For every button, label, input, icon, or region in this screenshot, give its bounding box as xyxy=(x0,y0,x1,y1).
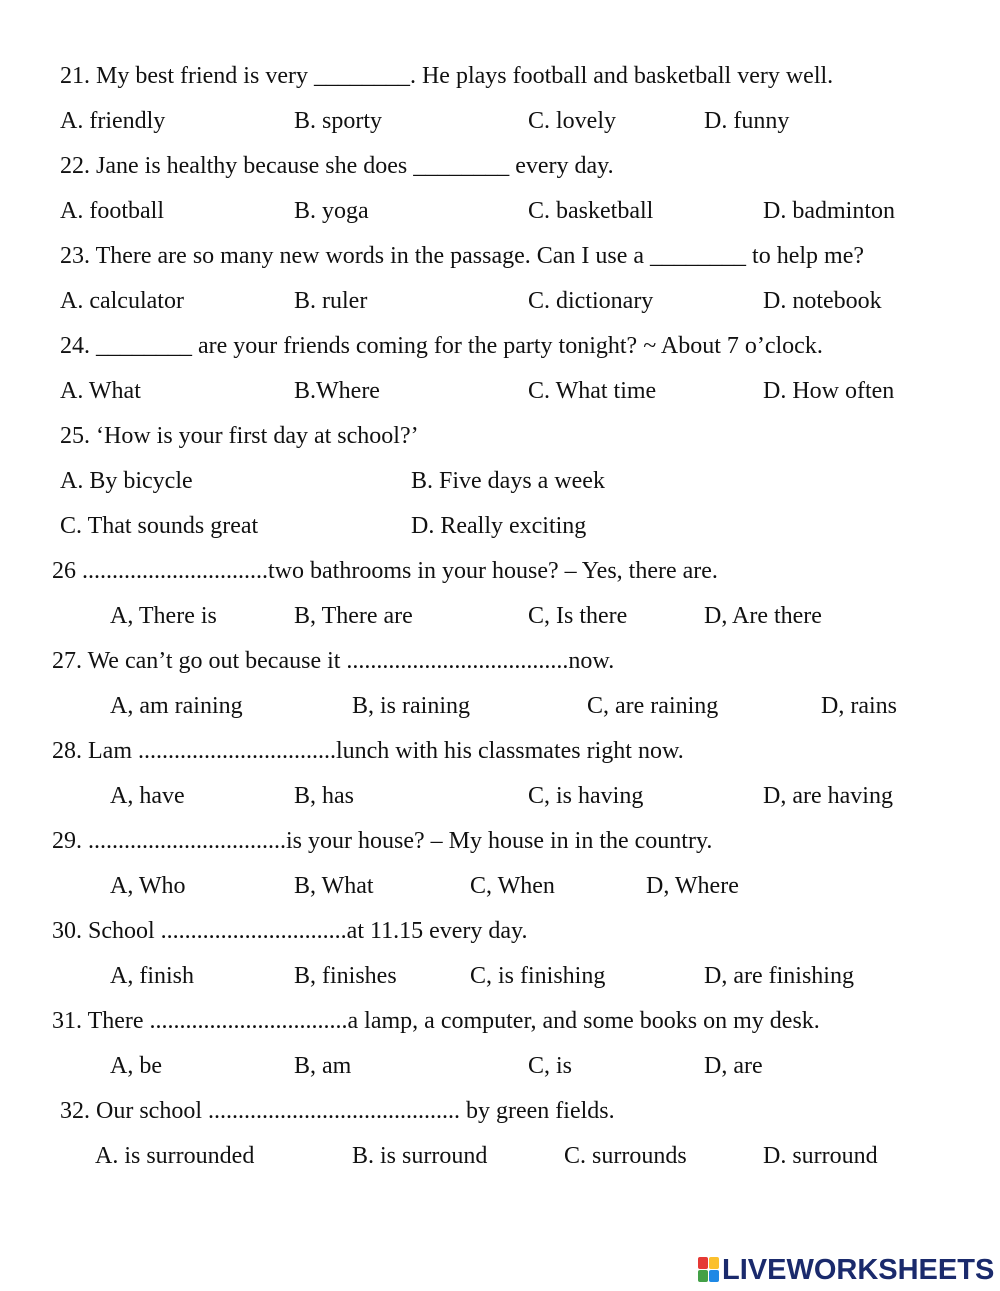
question-29-stem: 29. .................................is your house? – My house in in the country. xyxy=(52,828,713,854)
question-30-option-c[interactable]: C, is finishing xyxy=(470,963,606,989)
question-32-option-c[interactable]: C. surrounds xyxy=(564,1143,687,1169)
question-26-option-d[interactable]: D, Are there xyxy=(704,603,822,629)
question-27-option-d[interactable]: D, rains xyxy=(821,693,897,719)
question-28-option-a[interactable]: A, have xyxy=(110,783,185,809)
question-31-option-a[interactable]: A, be xyxy=(110,1053,162,1079)
question-32-option-d[interactable]: D. surround xyxy=(763,1143,878,1169)
question-25-option-d[interactable]: D. Really exciting xyxy=(411,513,587,539)
question-27-option-b[interactable]: B, is raining xyxy=(352,693,470,719)
question-29-option-a[interactable]: A, Who xyxy=(110,873,186,899)
question-22-option-b[interactable]: B. yoga xyxy=(294,198,369,224)
liveworksheets-logo-icon xyxy=(698,1257,720,1283)
question-26-option-c[interactable]: C, Is there xyxy=(528,603,628,629)
question-27-option-c[interactable]: C, are raining xyxy=(587,693,719,719)
question-24-stem: 24. ________ are your friends coming for the party tonight? ~ About 7 o’clock. xyxy=(60,333,823,359)
question-23-stem: 23. There are so many new words in the passage. Can I use a ________ to help me? xyxy=(60,243,865,269)
question-28-option-b[interactable]: B, has xyxy=(294,783,354,809)
question-31-option-c[interactable]: C, is xyxy=(528,1053,573,1079)
question-29-option-b[interactable]: B, What xyxy=(294,873,374,899)
question-21-option-c[interactable]: C. lovely xyxy=(528,108,616,134)
question-26-option-a[interactable]: A, There is xyxy=(110,603,217,629)
question-32-option-b[interactable]: B. is surround xyxy=(352,1143,488,1169)
question-29-option-d[interactable]: D, Where xyxy=(646,873,739,899)
question-24-option-d[interactable]: D. How often xyxy=(763,378,895,404)
question-30-option-d[interactable]: D, are finishing xyxy=(704,963,854,989)
question-22-option-d[interactable]: D. badminton xyxy=(763,198,895,224)
question-23-option-d[interactable]: D. notebook xyxy=(763,288,882,314)
question-25-option-b[interactable]: B. Five days a week xyxy=(411,468,605,494)
question-25-stem: 25. ‘How is your first day at school?’ xyxy=(60,423,419,449)
question-28-stem: 28. Lam .................................lunch with his classmates right now. xyxy=(52,738,684,764)
question-23-option-b[interactable]: B. ruler xyxy=(294,288,368,314)
question-24-option-a[interactable]: A. What xyxy=(60,378,141,404)
question-28-option-d[interactable]: D, are having xyxy=(763,783,893,809)
question-27-option-a[interactable]: A, am raining xyxy=(110,693,243,719)
question-30-option-b[interactable]: B, finishes xyxy=(294,963,397,989)
question-26-stem: 26 ...............................two bathrooms in your house? – Yes, there are. xyxy=(52,558,718,584)
question-27-stem: 27. We can’t go out because it .....................................now. xyxy=(52,648,615,674)
question-25-option-a[interactable]: A. By bicycle xyxy=(60,468,193,494)
liveworksheets-logo-text: LIVEWORKSHEETS xyxy=(722,1254,995,1286)
question-32-stem: 32. Our school .......................................... by green fields. xyxy=(60,1098,615,1124)
question-31-stem: 31. There .................................a lamp, a computer, and some books on my desk. xyxy=(52,1008,820,1034)
question-25-option-c[interactable]: C. That sounds great xyxy=(60,513,259,539)
question-23-option-a[interactable]: A. calculator xyxy=(60,288,184,314)
question-30-stem: 30. School ...............................at 11.15 every day. xyxy=(52,918,528,944)
question-31-option-b[interactable]: B, am xyxy=(294,1053,352,1079)
question-29-option-c[interactable]: C, When xyxy=(470,873,555,899)
question-22-stem: 22. Jane is healthy because she does ________ every day. xyxy=(60,153,614,179)
question-30-option-a[interactable]: A, finish xyxy=(110,963,194,989)
question-22-option-a[interactable]: A. football xyxy=(60,198,164,224)
question-21-option-a[interactable]: A. friendly xyxy=(60,108,166,134)
question-26-option-b[interactable]: B, There are xyxy=(294,603,413,629)
question-21-option-b[interactable]: B. sporty xyxy=(294,108,383,134)
liveworksheets-logo xyxy=(698,1255,994,1285)
question-31-option-d[interactable]: D, are xyxy=(704,1053,763,1079)
question-21-option-d[interactable]: D. funny xyxy=(704,108,790,134)
question-28-option-c[interactable]: C, is having xyxy=(528,783,644,809)
question-23-option-c[interactable]: C. dictionary xyxy=(528,288,654,314)
question-22-option-c[interactable]: C. basketball xyxy=(528,198,654,224)
question-32-option-a[interactable]: A. is surrounded xyxy=(95,1143,255,1169)
question-24-option-c[interactable]: C. What time xyxy=(528,378,657,404)
question-21-stem: 21. My best friend is very ________. He plays football and basketball very well. xyxy=(60,63,834,89)
question-24-option-b[interactable]: B.Where xyxy=(294,378,380,404)
